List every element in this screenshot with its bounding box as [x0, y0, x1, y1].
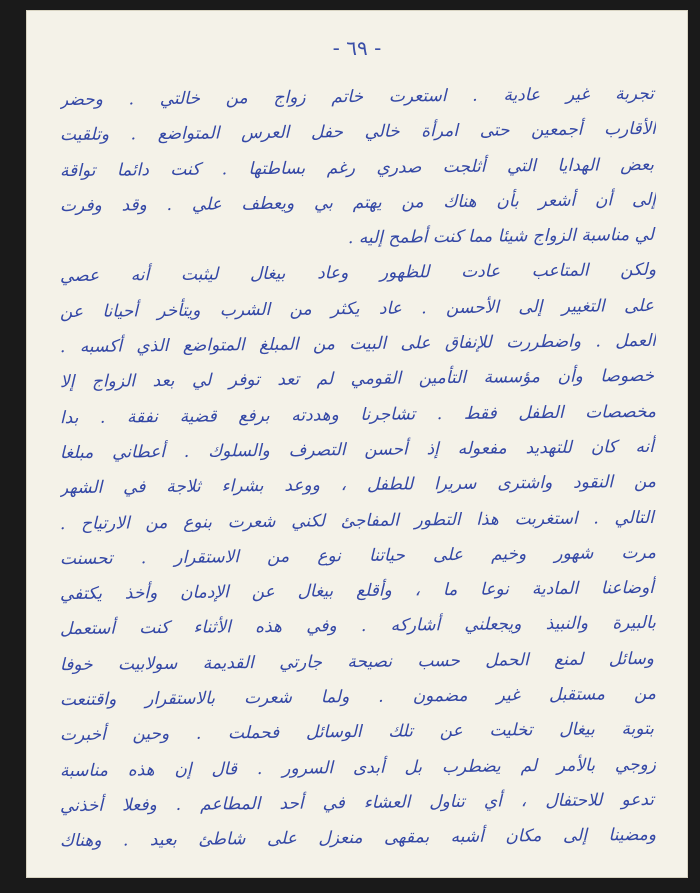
text-line: تجربة غير عادية . استعرت خاتم زواج من خالتي . وحضر	[59, 83, 655, 111]
text-line: على التغيير إلى الأحسن . عاد يكثر من الشرب ويتأخر أحيانا عن	[59, 295, 655, 322]
text-line: بتوبة بيغال تخليت عن تلك الوسائل فحملت . وحين أخبرت	[59, 719, 655, 746]
text-line: الأقارب أجمعين حتى امرأة خالي حفل العرس المتواضع . وتلقيت	[59, 119, 657, 146]
text-line: التالي . استغربت هذا التطور المفاجئ لكني شعرت بنوع من الارتياح .	[59, 507, 655, 534]
text-line: من مستقبل غير مضمون . ولما شعرت بالاستقرار واقتنعت	[59, 683, 657, 711]
text-line: ولكن المتاعب عادت للظهور وعاد بيغال ليثبت أنه عصي	[59, 260, 657, 287]
text-line: من النقود واشترى سريرا للطفل ، ووعد بشراء ثلاجة في الشهر	[59, 472, 657, 499]
text-line: بالبيرة والنبيذ ويجعلني أشاركه . وفي هذه الأثناء كنت أستعمل	[59, 613, 657, 640]
text-line: إلى أن أشعر بأن هناك من يهتم بي ويعطف علي . وقد وفرت	[59, 189, 657, 217]
text-line: تدعو للاحتفال ، أي تناول العشاء في أحد المطاعم . وفعلا أخذني	[59, 789, 655, 817]
text-line: مرت شهور وخيم على حياتنا نوع من الاستقرار . تحسنت	[59, 542, 657, 569]
text-line: خصوصا وأن مؤسسة التأمين القومي لم تعد توفر لي بعد الزواج إلا	[59, 366, 655, 393]
text-line: وسائل لمنع الحمل حسب نصيحة جارتي القديمة سولابيت خوفا	[59, 648, 655, 675]
text-line: مخصصات الطفل فقط . تشاجرنا وهددته برفع قضية نفقة . بدا	[59, 401, 657, 428]
manuscript-page	[26, 10, 688, 878]
text-line: زوجي بالأمر لم يضطرب بل أبدى السرور . قال إن هذه مناسبة	[59, 754, 657, 781]
text-line: لي مناسبة الزواج شيئا مما كنت أطمح إليه .	[347, 225, 655, 249]
text-line: أوضاعنا المادية نوعا ما ، وأقلع بيغال عن الإدمان وأخذ يكتفي	[59, 578, 655, 605]
text-line: بعض الهدايا التي أثلجت صدري رغم بساطتها . كنت دائما تواقة	[59, 154, 655, 181]
handwritten-text-body	[60, 80, 656, 857]
page-number: - ٦٩ -	[332, 36, 382, 60]
text-line: أنه كان للتهديد مفعوله إذ أحسن التصرف والسلوك . أعطاني مبلغا	[59, 436, 655, 464]
text-line: ومضينا إلى مكان أشبه بمقهى منعزل على شاطئ بعيد . وهناك	[59, 825, 657, 852]
text-line: العمل . واضطررت للإنفاق على البيت من المبلغ المتواضع الذي أكسبه .	[59, 330, 657, 358]
